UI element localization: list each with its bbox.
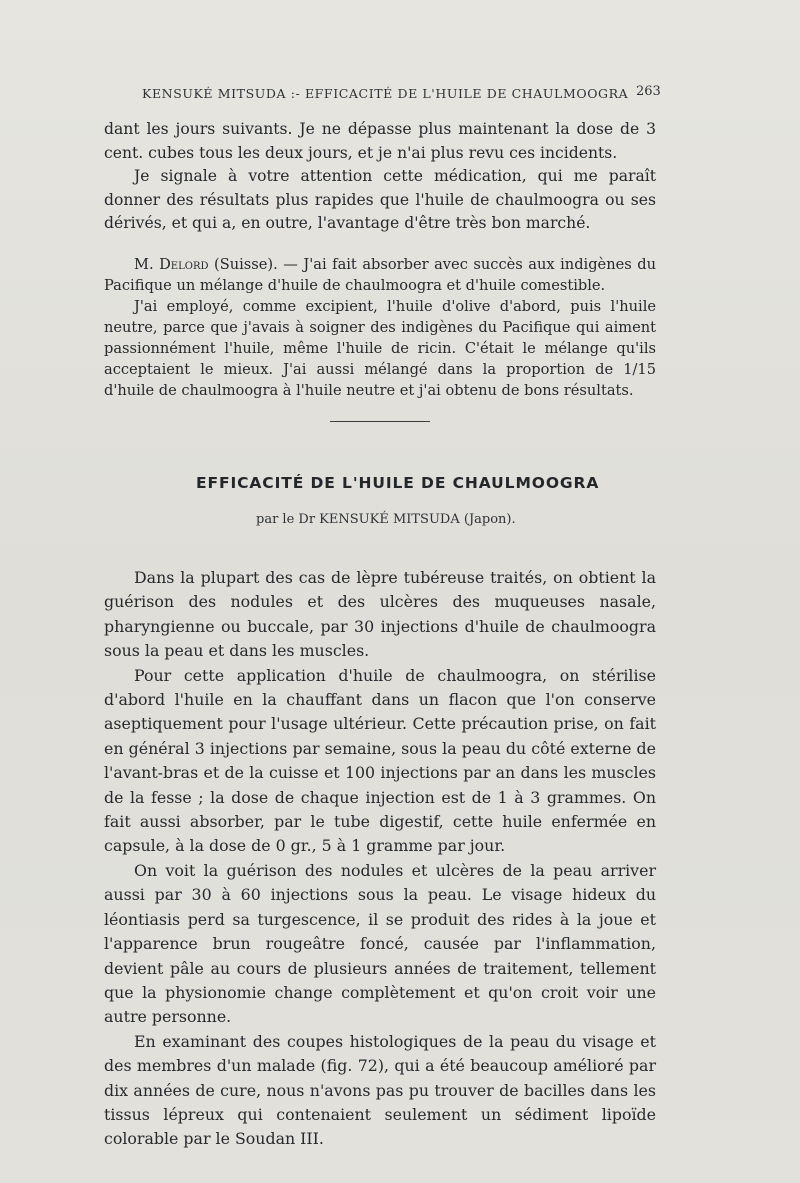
discussion-text: J'ai fait absorber avec succès aux indigènes du Pacifique un mélange d'huile de chaulmoogra et d'huile comestible. <box>104 256 656 294</box>
discussion-second-paragraph: J'ai employé, comme excipient, l'huile d'olive d'abord, puis l'huile neutre, parce que j'avais à soigner des indigènes du Pacifique qui aiment passionnément l'huile, même l'huile de ricin. C'était le mélange qu'ils acceptaient le mieux. J'ai aussi mélangé dans la proportion de 1/15 d'huile de chaulmoogra à l'huile neutre et j'ai obtenu de bons résultats. <box>104 298 656 399</box>
paragraph: Je signale à votre attention cette médication, qui me paraît donner des résultats plus rapides que l'huile de chaulmoogra ou ses dérivés, et qui a, en outre, l'avantage d'être très bon marché. <box>104 167 656 232</box>
speaker-name: M. Delord <box>134 256 209 273</box>
paragraph: Pour cette application d'huile de chaulmoogra, on stérilise d'abord l'huile en la chauffant dans un flacon que l'on conserve aseptiquement pour l'usage ultérieur. Cette précaution prise, on fait en général 3 injections par semaine, sous la peau du côté externe de l'avant-bras et de la cuisse et 100 injections par an dans les muscles de la fesse ; la dose de chaque injection est de 1 à 3 grammes. On fait aussi absorber, par le tube digestif, cette huile enfermée en capsule, à la dose de 0 gr., 5 à 1 gramme par jour. <box>104 665 656 856</box>
page-number: 263 <box>636 84 661 99</box>
section-divider <box>330 421 430 422</box>
discussion-first-paragraph <box>104 254 656 296</box>
paragraph: En examinant des coupes histologiques de la peau du visage et des membres d'un malade (fig. 72), qui a été beaucoup amélioré par dix années de cure, nous n'avons pas pu trouver de bacilles dans les tissus lépreux qui contenaient seulement un sédiment lipoïde colorable par le Soudan III. <box>104 1031 656 1149</box>
running-head: KENSUKÉ MITSUDA :- EFFICACITÉ DE L'HUILE DE CHAULMOOGRA <box>142 86 629 101</box>
discussion-remark <box>104 254 656 401</box>
article-byline: par le Dr KENSUKÉ MITSUDA (Japon). <box>256 512 516 527</box>
article-body <box>104 566 656 1152</box>
paragraph: Dans la plupart des cas de lèpre tubéreuse traités, on obtient la guérison des nodules et des ulcères des muqueuses nasale, pharyngienne ou buccale, par 30 injections d'huile de chaulmoogra sous la peau et dans les muscles. <box>104 568 656 661</box>
article-title: EFFICACITÉ DE L'HUILE DE CHAULMOOGRA <box>196 474 600 492</box>
speaker-country: (Suisse). — <box>214 256 298 273</box>
paragraph: dant les jours suivants. Je ne dépasse plus maintenant la dose de 3 cent. cubes tous les deux jours, et je n'ai plus revu ces incidents. <box>104 120 656 162</box>
continued-text <box>104 118 656 236</box>
paragraph: On voit la guérison des nodules et ulcères de la peau arriver aussi par 30 à 60 injections sous la peau. Le visage hideux du léontiasis perd sa turgescence, il se produit des rides à la joue et l'apparence brun rougeâtre foncé, causée par l'inflammation, devient pâle au cours de plusieurs années de traitement, tellement que la physionomie change complètement et qu'on croit voir une autre personne. <box>104 860 656 1027</box>
